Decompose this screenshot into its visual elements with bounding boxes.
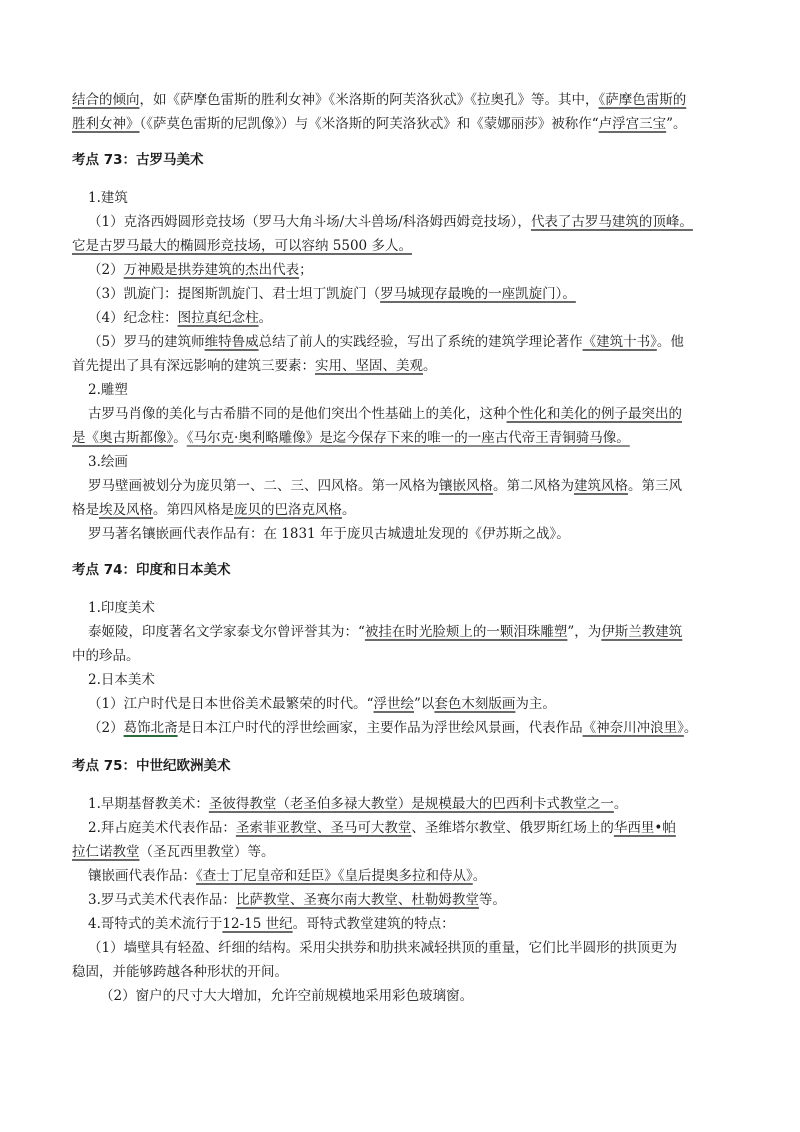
section-heading xyxy=(72,151,732,169)
text-run: 2.日本美术 xyxy=(88,672,155,688)
text-run: （1）克洛西姆圆形竞技场（罗马大角斗场/大斗兽场/科洛姆西姆竞技场）， xyxy=(88,214,531,230)
text-run: 。哥特式教堂建筑的特点： xyxy=(292,916,455,932)
underlined-text: 《神奈川冲浪里》 xyxy=(582,720,684,736)
underlined-text: 庞贝的巴洛克风格 xyxy=(234,502,342,518)
text-run: 罗马著名镶嵌画代表作品有：在 1831 年于庞贝古城遗址发现的《伊苏斯之战》。 xyxy=(88,526,570,542)
underlined-text: 胜利女神》 xyxy=(72,116,140,132)
text-line xyxy=(88,213,748,231)
text-run: 3.绘画 xyxy=(88,454,128,470)
underlined-text: 实用、坚固、美观 xyxy=(315,358,423,374)
text-run: 。第三风 xyxy=(628,478,682,494)
text-run: 2.拜占庭美术代表作品： xyxy=(88,820,236,836)
underlined-text: 个性化和美化的例子最突出的 xyxy=(506,406,682,422)
text-run: 罗马壁画被划分为庞贝第一、二、三、四风格。第一风格为 xyxy=(88,478,439,494)
underlined-text: 图拉真纪念柱 xyxy=(177,310,259,326)
text-run: 。第二风格为 xyxy=(493,478,574,494)
text-run: （2） xyxy=(88,262,124,278)
text-run: 。 xyxy=(173,430,187,446)
text-line xyxy=(88,795,748,813)
underlined-text: 华西里•帕 xyxy=(613,820,676,836)
section-heading xyxy=(72,757,732,775)
text-line xyxy=(88,891,748,909)
text-run: 1.印度美术 xyxy=(88,600,155,616)
text-run: 镶嵌画代表作品： xyxy=(88,868,196,884)
text-run: （2） xyxy=(88,720,124,736)
underlined-text: 结合的倾向 xyxy=(72,92,140,108)
text-run: （圣瓦西里教堂）等。 xyxy=(139,844,275,860)
text-run: 等。 xyxy=(478,892,506,908)
underlined-text: 维特鲁威 xyxy=(204,334,259,350)
text-run: 首先提出了具有深远影响的建筑三要素： xyxy=(72,358,315,374)
underlined-text: 镶嵌风格 xyxy=(439,478,493,494)
text-run: 。 xyxy=(613,796,628,812)
text-line xyxy=(88,719,748,737)
underlined-text: 代表了古罗马建筑的顶峰。 xyxy=(530,214,693,230)
text-run: 是日本江户时代的浮世绘画家，主要作品为浮世绘风景画，代表作品 xyxy=(177,720,583,736)
text-run: 中的珍品。 xyxy=(72,648,140,664)
underlined-text: 《马尔克·奥利略雕像》是迄今保存下来的唯一的一座古代帝王青铜骑马像。 xyxy=(186,430,630,446)
text-run: 、圣维塔尔教堂、俄罗斯红场上的 xyxy=(411,820,614,836)
text-run: 3.罗马式美术代表作品： xyxy=(88,892,236,908)
text-run: 1.建筑 xyxy=(88,190,128,206)
text-line xyxy=(88,867,748,885)
text-line xyxy=(72,91,732,109)
text-line xyxy=(88,915,748,933)
text-line xyxy=(72,963,732,981)
text-run: 。 xyxy=(472,868,487,884)
text-run: 。他 xyxy=(656,334,684,350)
text-line xyxy=(88,309,748,327)
text-line xyxy=(72,237,732,255)
text-run: ”以 xyxy=(414,696,435,712)
underlined-text: 建筑风格 xyxy=(574,478,628,494)
text-line xyxy=(72,843,732,861)
text-run: ； xyxy=(299,262,313,278)
underlined-text: 《萨摩色雷斯的 xyxy=(598,92,687,108)
text-run: 为主。 xyxy=(515,696,556,712)
text-line xyxy=(72,115,732,133)
underlined-text: 浮世绘 xyxy=(373,696,414,712)
underlined-text: 套色木刻版画 xyxy=(434,696,516,712)
underlined-text: 它是古罗马最大的椭圆形竞技场，可以容纳 5500 多人。 xyxy=(72,238,412,254)
underlined-text: 葛饰北斋 xyxy=(123,720,178,736)
text-run: ”，为 xyxy=(567,624,602,640)
text-line xyxy=(88,453,748,471)
text-run: 2.雕塑 xyxy=(88,382,128,398)
underlined-text: 被挂在时光脸颊上的一颗泪珠雕塑 xyxy=(364,624,568,640)
text-line xyxy=(88,599,748,617)
underlined-text: 埃及风格 xyxy=(99,502,153,518)
text-run: ”。 xyxy=(666,116,687,132)
text-line xyxy=(88,261,748,279)
text-run: 。 xyxy=(683,720,698,736)
underlined-text: 圣索菲亚教堂、圣马可大教堂 xyxy=(235,820,412,836)
text-line xyxy=(88,819,748,837)
underlined-text: 圣彼得教堂（老圣伯多禄大教堂）是规模最大的巴西利卡式教堂之一 xyxy=(208,796,614,812)
text-run: （1）江户时代是日本世俗美术最繁荣的时代。“ xyxy=(88,696,374,712)
text-line xyxy=(88,525,748,543)
section-heading xyxy=(72,561,732,579)
underlined-text: 拉仁诺教堂 xyxy=(72,844,140,860)
text-run: 总结了前人的实践经验，写出了系统的建筑学理论著作 xyxy=(258,334,583,350)
underlined-text: 罗马城现存最晚的一座凯旋门）。 xyxy=(380,286,576,302)
text-run: （3）凯旋门：提图斯凯旋门、君士坦丁凯旋门（ xyxy=(88,286,381,302)
text-line xyxy=(72,357,732,375)
text-line xyxy=(88,671,748,689)
underlined-text: 卢浮宫三宝 xyxy=(598,116,667,132)
text-line xyxy=(88,189,748,207)
text-run: （《萨莫色雷斯的尼凯像》）与《米洛斯的阿芙洛狄忒》和《蒙娜丽莎》被称作“ xyxy=(139,116,599,132)
text-run: ，如《萨摩色雷斯的胜利女神》《米洛斯的阿芙洛狄忒》《拉奥孔》等。其中， xyxy=(139,92,599,108)
underlined-text: 《建筑十书》 xyxy=(582,334,657,350)
underlined-text: 伊斯兰教建筑 xyxy=(601,624,683,640)
text-line xyxy=(88,381,748,399)
text-line xyxy=(88,939,748,957)
underlined-text: 万神殿是拱券建筑的杰出代表 xyxy=(123,262,300,278)
text-line xyxy=(72,429,732,447)
text-run: 。 xyxy=(258,310,273,326)
text-run: （5）罗马的建筑师 xyxy=(88,334,205,350)
text-run: 。第四风格是 xyxy=(153,502,234,518)
text-line xyxy=(88,405,748,423)
text-line xyxy=(72,501,732,519)
text-run: 。 xyxy=(342,502,356,518)
text-run: 稳固，并能够跨越各种形状的开间。 xyxy=(72,964,288,980)
text-run: （4）纪念柱： xyxy=(88,310,178,326)
text-run: （1）墙壁具有轻盈、纤细的结构。采用尖拱券和肋拱来减轻拱顶的重量，它们比半圆形的拱顶更为 xyxy=(88,940,678,956)
text-run: （2）窗户的尺寸大大增加，允许空前规模地采用彩色玻璃窗。 xyxy=(100,988,474,1004)
text-run: 古罗马肖像的美化与古希腊不同的是他们突出个性基础上的美化，这种 xyxy=(88,406,507,422)
text-run: 格是 xyxy=(72,502,99,518)
underlined-text: 是《奥古斯都像》 xyxy=(72,430,174,446)
text-line xyxy=(88,477,748,495)
text-run: 考点 73：古罗马美术 xyxy=(72,152,204,168)
text-line xyxy=(100,987,760,1005)
text-run: 考点 75：中世纪欧洲美术 xyxy=(72,758,231,774)
text-run: 1.早期基督教美术： xyxy=(88,796,209,812)
text-run: 考点 74：印度和日本美术 xyxy=(72,562,231,578)
text-line xyxy=(88,333,748,351)
text-run: 泰姬陵，印度著名文学家泰戈尔曾评誉其为：“ xyxy=(88,624,365,640)
text-line xyxy=(88,623,748,641)
underlined-text: 比萨教堂、圣赛尔南大教堂、杜勒姆教堂 xyxy=(235,892,479,908)
text-line xyxy=(88,695,748,713)
underlined-text: 12-15 世纪 xyxy=(222,916,293,932)
text-run: 4.哥特式的美术流行于 xyxy=(88,916,223,932)
underlined-text: 《查士丁尼皇帝和廷臣》《皇后提奥多拉和侍从》 xyxy=(196,868,473,884)
text-line xyxy=(88,285,748,303)
text-run: 。 xyxy=(423,358,437,374)
text-line xyxy=(72,647,732,665)
